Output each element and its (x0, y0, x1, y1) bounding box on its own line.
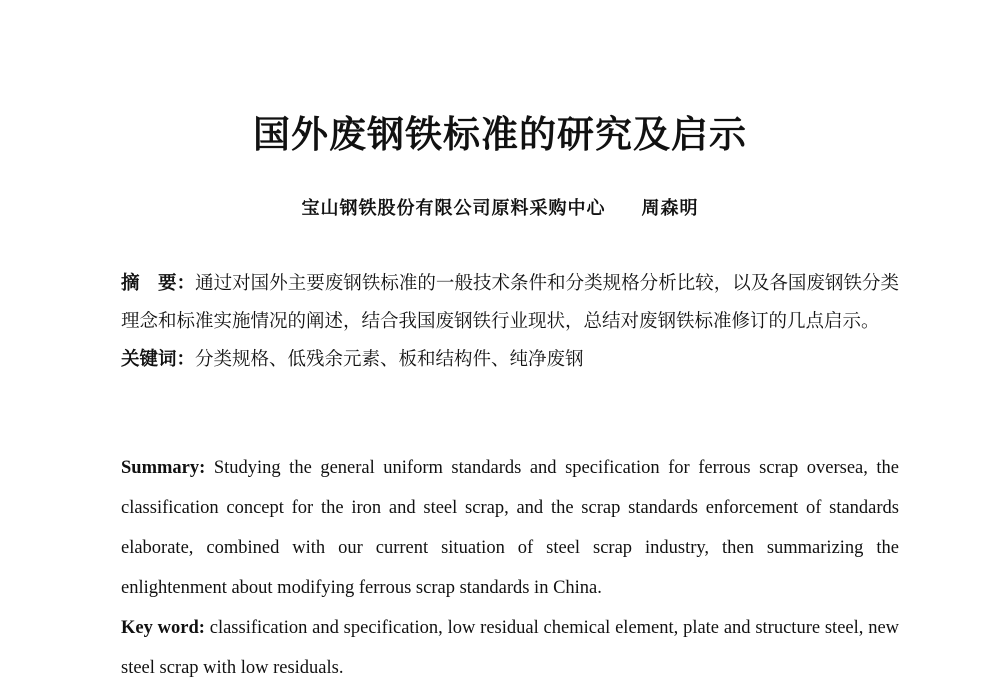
chinese-abstract-section (121, 265, 899, 379)
keywords-cn-label: 关键词： (121, 349, 196, 370)
keywords-cn-text: 分类规格、低残余元素、板和结构件、纯净废钢 (195, 349, 584, 370)
abstract-cn (121, 265, 899, 341)
summary-en-label: Summary: (121, 458, 206, 478)
keywords-en (121, 608, 899, 688)
author-name: 周森明 (641, 198, 699, 219)
keywords-en-label: Key word: (121, 618, 205, 638)
byline (0, 194, 1000, 220)
summary-en-text: Studying the general uniform standards and specification for ferrous scrap oversea, the classification concept for the iron and steel scrap, and the scrap standards enforcement of standards elaborate, combined with our current situation of steel scrap industry, then summarizing the enlightenment about modifying ferrous scrap standards in China. (121, 458, 899, 598)
paper-title: 国外废钢铁标准的研究及启示 (253, 113, 747, 156)
summary-en (121, 448, 899, 608)
keywords-cn (121, 341, 899, 379)
affiliation: 宝山钢铁股份有限公司原料采购中心 (301, 198, 606, 219)
english-abstract-section (121, 448, 899, 688)
abstract-cn-text: 通过对国外主要废钢铁标准的一般技术条件和分类规格分析比较，以及各国废钢铁分类理念和标准实施情况的阐述，结合我国废钢铁行业现状，总结对废钢铁标准修订的几点启示。 (121, 273, 899, 332)
abstract-cn-label: 摘 要： (121, 273, 196, 294)
keywords-en-text: classification and specification, low residual chemical element, plate and structure steel, new steel scrap with low residuals. (121, 618, 900, 678)
